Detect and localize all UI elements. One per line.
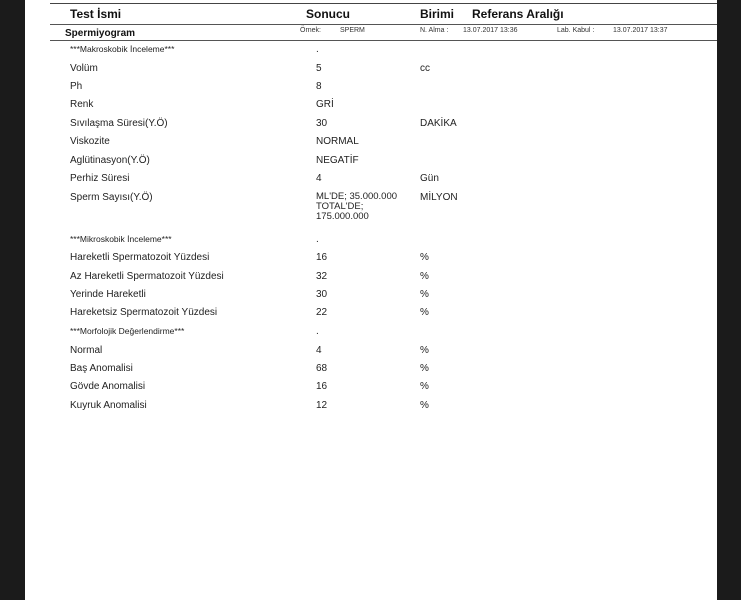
n-alma-label: N. Alma : (420, 27, 449, 34)
result-row (25, 289, 717, 305)
row-unit: DAKİKA (420, 118, 457, 129)
row-name: Viskozite (70, 136, 110, 147)
result-row (25, 271, 717, 287)
row-name: Ph (70, 81, 83, 92)
row-value: 5 (316, 63, 322, 74)
row-value: 16 (316, 252, 328, 263)
row-value: . (316, 326, 319, 337)
row-name: Perhiz Süresi (70, 173, 130, 184)
row-value: 4 (316, 173, 322, 184)
row-name: ***Makroskobik İnceleme*** (70, 44, 175, 54)
row-name: Kuyruk Anomalisi (70, 400, 147, 411)
row-value: 8 (316, 81, 322, 92)
row-unit: % (420, 381, 429, 392)
header-test-name: Test İsmi (70, 7, 122, 21)
row-value: 16 (316, 381, 328, 392)
result-row (25, 234, 717, 250)
row-value: ML'DE; 35.000.000 TOTAL'DE; 175.000.000 (316, 191, 398, 222)
section-rule (50, 40, 717, 41)
result-row (25, 326, 717, 342)
row-value: 30 (316, 118, 328, 129)
result-row (25, 400, 717, 416)
result-row (25, 63, 717, 79)
result-row (25, 363, 717, 379)
row-value: 22 (316, 307, 328, 318)
result-row (25, 136, 717, 152)
section-title: Spermiyogram (65, 28, 136, 39)
row-value: NORMAL (316, 136, 359, 147)
result-row (25, 99, 717, 115)
row-name: Hareketsiz Spermatozoit Yüzdesi (70, 307, 218, 318)
top-rule (50, 3, 717, 4)
row-value: 12 (316, 400, 328, 411)
row-unit: cc (420, 63, 430, 74)
result-row (25, 44, 717, 60)
row-value: NEGATİF (316, 155, 359, 166)
row-name: Yerinde Hareketli (70, 289, 146, 300)
row-value: 30 (316, 289, 328, 300)
row-name: Gövde Anomalisi (70, 381, 146, 392)
row-unit: Gün (420, 173, 439, 184)
row-name: ***Morfolojik Değerlendirme*** (70, 326, 185, 336)
result-row (25, 155, 717, 171)
row-name: Aglütinasyon(Y.Ö) (70, 155, 150, 166)
sample-value: SPERM (340, 27, 365, 34)
lab-kabul-value: 13.07.2017 13:37 (613, 27, 668, 34)
row-unit: % (420, 252, 429, 263)
row-unit: % (420, 307, 429, 318)
row-name: Baş Anomalisi (70, 363, 133, 374)
row-name: Az Hareketli Spermatozoit Yüzdesi (70, 271, 224, 282)
row-value: 32 (316, 271, 328, 282)
result-row (25, 252, 717, 268)
header-reference: Referans Aralığı (472, 7, 564, 21)
row-name: ***Mikroskobik İnceleme*** (70, 234, 172, 244)
row-value: 68 (316, 363, 328, 374)
result-row (25, 345, 717, 361)
row-value: GRİ (316, 99, 334, 110)
row-unit: % (420, 289, 429, 300)
result-row (25, 118, 717, 134)
row-name: Sperm Sayısı(Y.Ö) (70, 192, 153, 203)
result-row (25, 307, 717, 323)
row-name: Renk (70, 99, 94, 110)
result-row (25, 173, 717, 189)
header-rule (50, 24, 717, 25)
row-value: . (316, 44, 319, 55)
row-name: Hareketli Spermatozoit Yüzdesi (70, 252, 210, 263)
header-result: Sonucu (306, 7, 350, 21)
row-value: 4 (316, 345, 322, 356)
row-unit: % (420, 363, 429, 374)
sample-label: Örnek: (300, 27, 322, 34)
result-row (25, 192, 717, 228)
row-unit: % (420, 271, 429, 282)
row-unit: MİLYON (420, 192, 458, 203)
report-page (25, 0, 717, 600)
result-row (25, 381, 717, 397)
row-name: Normal (70, 345, 103, 356)
row-name: Sıvılaşma Süresi(Y.Ö) (70, 118, 168, 129)
row-unit: % (420, 400, 429, 411)
header-unit: Birimi (420, 7, 455, 21)
lab-kabul-label: Lab. Kabul : (557, 27, 595, 34)
row-name: Volüm (70, 63, 98, 74)
result-row (25, 81, 717, 97)
row-unit: % (420, 345, 429, 356)
row-value: . (316, 234, 319, 245)
n-alma-value: 13.07.2017 13:36 (463, 27, 518, 34)
